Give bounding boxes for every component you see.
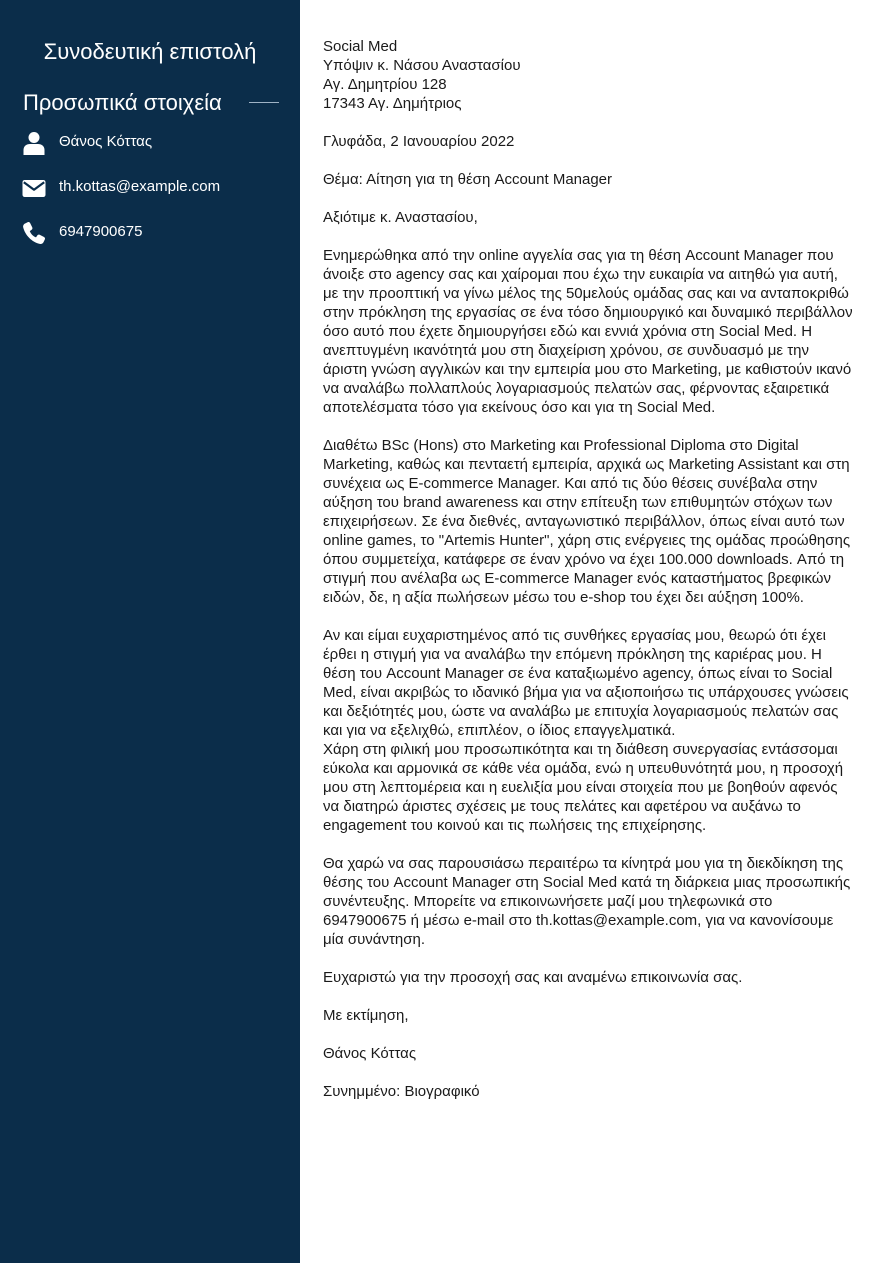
paragraph-qualifications: Διαθέτω BSc (Hons) στο Marketing και Professional Diploma στο Digital Marketing, καθώς και πενταετή εμπειρία, αρχικά ως Marketing Assistant και στη συνέχεια ως E-commerce Manager. Και από τις δύο θέσεις συνέβαλα στην αύξηση του brand awareness και στην επίτευξη των επιθυμητών στόχων των επιχειρήσεων. Σε ένα διεθνές, ανταγωνιστικό περιβάλλον, όπως είναι αυτό των online games, το "Artemis Hunter", χάρη στις ενέργειες της ομάδας προώθησης όπου συμμετείχα, κατάφερε σε έναν χρόνο να έχει 100.000 downloads. Από τη στιγμή που ανέλαβα ως E-commerce Manager ενός καταστήματος βρεφικών ειδών, δε, η αξία πωλήσεων μέσω του e-shop του έχει δει αύξηση 100%.	[323, 437, 851, 606]
recipient-attention: Υπόψιν κ. Νάσου Αναστασίου	[323, 57, 521, 74]
phone-icon	[22, 221, 46, 245]
thanks-line: Ευχαριστώ για την προσοχή σας και αναμένω επικοινωνία σας.	[323, 969, 743, 986]
recipient-address	[323, 37, 855, 113]
paragraph-personality: Χάρη στη φιλική μου προσωπικότητα και τη διάθεση συνεργασίας εντάσσομαι εύκολα και αρμονικά σε κάθε νέα ομάδα, ενώ η υπευθυνότητά μου, η προσοχή μου στη λεπτομέρεια και η ευελιξία μου είναι στοιχεία που με βοηθούν αφενός να διατηρώ άριστες σχέσεις με τους πελάτες και αφετέρου να αυξάνω το engagement του κοινού και τις πωλήσεις της επιχείρησης.	[323, 741, 844, 834]
personal-info-header	[23, 90, 279, 118]
paragraph-intro: Ενημερώθηκα από την online αγγελία σας για τη θέση Account Manager που άνοιξε στο agency σας και χαίρομαι που έχω την ευκαιρία να αιτηθώ για αυτή, με την προοπτική να γίνω μέλος της 50μελούς ομάδας σας και να ανταποκριθώ στην πρόκληση της εργασίας σε ένα τόσο δημιουργικό και δυναμικό περιβάλλον όσο αυτό που έχετε δημιουργήσει εδώ και εννιά χρόνια στη Social Med. Η ανεπτυγμένη ικανότητά μου στη διαχείριση χρόνου, σε συνδυασμό με την άριστη γνώση αγγλικών και την εμπειρία μου στο Marketing, με καθιστούν ικανό να αναλάβω πολλαπλούς λογαριασμούς πελατών σας, φέρνοντας εξαιρετικά αποτελέσματα τόσο για εκείνους όσο και για τη Social Med.	[323, 247, 853, 416]
section-divider	[249, 102, 279, 103]
section-title: Προσωπικά στοιχεία	[23, 90, 222, 115]
contact-email-value: th.kottas@example.com	[59, 178, 221, 195]
place-date: Γλυφάδα, 2 Ιανουαρίου 2022	[323, 133, 515, 150]
contact-phone	[22, 221, 292, 247]
paragraph-interview: Θα χαρώ να σας παρουσιάσω περαιτέρω τα κίνητρά μου για τη διεκδίκηση της θέσης του Account Manager στη Social Med κατά τη διάρκεια μιας προσωπικής συνέντευξης. Μπορείτε να επικοινωνήσετε μαζί μου τηλεφωνικά στο 6947900675 ή μέσω e-mail στο th.kottas@example.com, για να κανονίσουμε μία συνάντηση.	[323, 855, 851, 948]
recipient-company: Social Med	[323, 38, 398, 55]
attachment-line: Συνημμένο: Βιογραφικό	[323, 1083, 480, 1100]
paragraph-motivation: Αν και είμαι ευχαριστημένος από τις συνθήκες εργασίας μου, θεωρώ ότι έχει έρθει η στιγμή για να αναλάβω την επόμενη πρόκληση της καριέρας μου. Η θέση του Account Manager σε ένα καταξιωμένο agency, όπως είναι το Social Med, είναι ακριβώς το ιδανικό βήμα για να αξιοποιήσω τις υπάρχουσες γνώσεις και δεξιότητές μου, ώστε να αναλάβω με επιτυχία λογαριασμούς πελατών σας και για να εξελιχθώ, επιπλέον, ο ίδιος επαγγελματικά.	[323, 627, 849, 739]
signature-name: Θάνος Κόττας	[323, 1045, 417, 1062]
contact-name	[22, 131, 292, 157]
subject-line: Θέμα: Αίτηση για τη θέση Account Manager	[323, 171, 613, 188]
envelope-icon	[22, 176, 46, 200]
contact-name-value: Θάνος Κόττας	[59, 133, 153, 150]
greeting: Αξιότιμε κ. Αναστασίου,	[323, 209, 478, 226]
contact-phone-value: 6947900675	[59, 223, 143, 240]
person-icon	[22, 131, 46, 155]
contact-email	[22, 176, 292, 202]
sidebar	[0, 0, 300, 1263]
document-title: Συνοδευτική επιστολή	[43, 39, 257, 64]
recipient-street: Αγ. Δημητρίου 128	[323, 76, 447, 93]
closing-line: Με εκτίμηση,	[323, 1007, 409, 1024]
letter-body	[323, 37, 855, 1120]
recipient-city: 17343 Αγ. Δημήτριος	[323, 95, 462, 112]
